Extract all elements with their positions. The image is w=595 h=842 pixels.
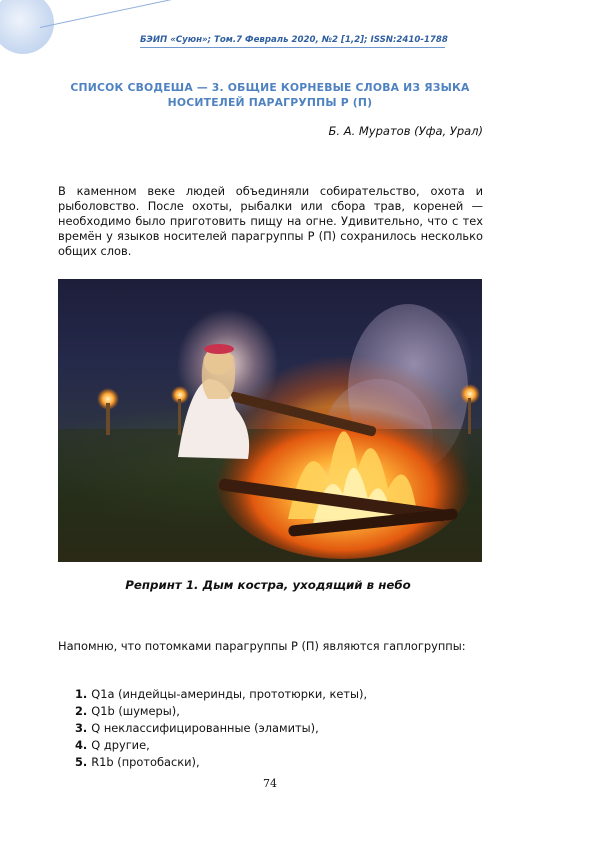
list-item-text: Q неклассифицированные (эламиты), — [91, 721, 319, 735]
decorative-corner-line — [40, 0, 216, 28]
article-title-line-1: СПИСОК СВОДЕША — 3. ОБЩИЕ КОРНЕВЫЕ СЛОВА ИЗ ЯЗЫКА — [70, 81, 470, 94]
decorative-corner-circle — [0, 0, 54, 54]
list-item-text: Q1b (шумеры), — [91, 704, 180, 718]
bonfire-photo — [58, 279, 482, 562]
article-title — [60, 80, 480, 110]
list-item — [75, 686, 367, 703]
author-line: Б. А. Муратов (Уфа, Урал) — [328, 124, 483, 138]
list-item — [75, 720, 367, 737]
list-item-text: Q другие, — [91, 738, 150, 752]
journal-header: БЭИП «Суюн»; Том.7 Февраль 2020, №2 [1,2]; ISSN:2410-1788 — [140, 35, 448, 45]
list-item-number: 1. — [75, 687, 88, 701]
page-number: 74 — [263, 777, 277, 790]
figure-caption: Репринт 1. Дым костра, уходящий в небо — [125, 578, 411, 592]
list-item-number: 3. — [75, 721, 88, 735]
list-item-number: 4. — [75, 738, 88, 752]
list-item — [75, 737, 367, 754]
header-rule — [140, 47, 445, 48]
article-title-line-2: НОСИТЕЛЕЙ ПАРАГРУППЫ Р (П) — [167, 96, 373, 109]
list-item — [75, 703, 367, 720]
haplogroups-paragraph: Напомню, что потомками парагруппы Р (П) являются гаплогруппы: — [58, 639, 466, 653]
list-item-text: R1b (протобаски), — [91, 755, 200, 769]
list-item-text: Q1a (индейцы-америнды, прототюрки, кеты), — [91, 687, 368, 701]
bonfire-photo-illustration — [58, 279, 482, 562]
intro-paragraph: В каменном веке людей объединяли собирательство, охота и рыболовство. После охоты, рыбалки или сбора трав, кореней — необходимо было приготовить пищу на огне. Удивительно, что с тех времён у языков носителей парагруппы Р (П) сохранилось несколько общих слов. — [58, 184, 483, 258]
list-item — [75, 754, 367, 771]
list-item-number: 5. — [75, 755, 88, 769]
list-item-number: 2. — [75, 704, 88, 718]
haplogroup-list — [75, 686, 367, 771]
